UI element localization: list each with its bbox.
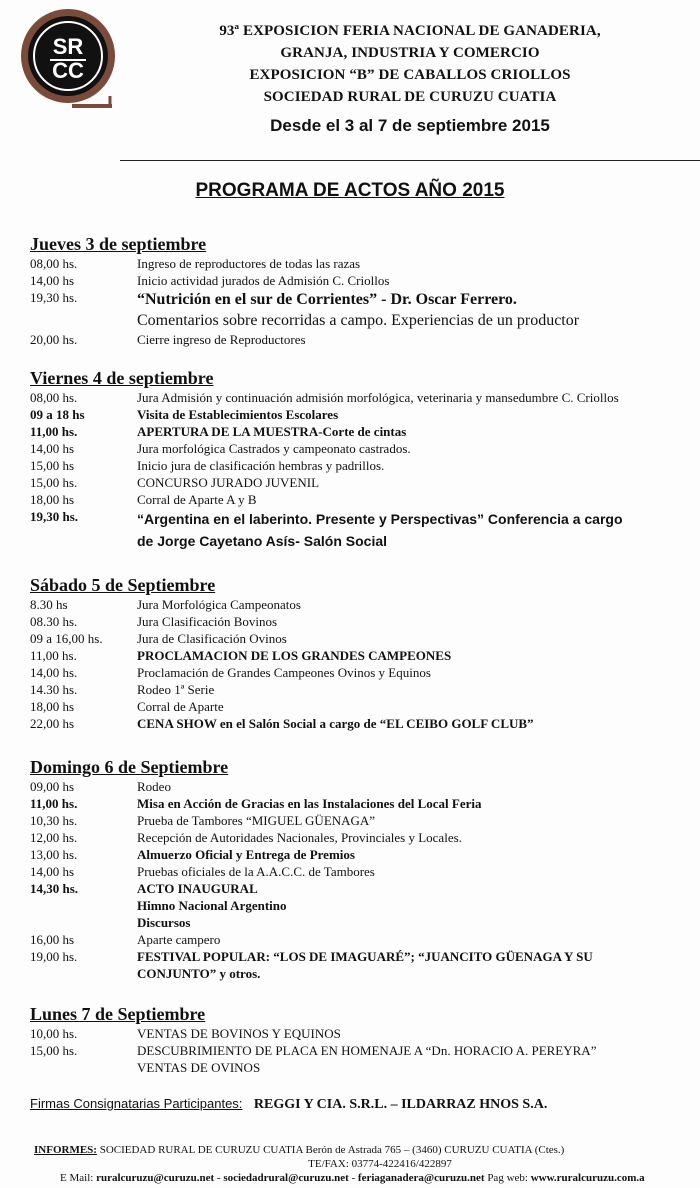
row-time: 15,00 hs xyxy=(30,458,75,473)
day-title: Jueves 3 de septiembre xyxy=(30,234,207,254)
row-text: DESCUBRIMIENTO DE PLACA EN HOMENAJE A “Dn. HORACIO A. PEREYRA” xyxy=(137,1043,597,1058)
row-time: 11,00 hs. xyxy=(30,424,78,439)
row-time: 18,00 hs xyxy=(30,492,75,507)
row-text: Rodeo 1ª Serie xyxy=(137,682,215,697)
footer xyxy=(0,1143,700,1185)
schedule-row xyxy=(30,272,700,289)
row-text: Corral de Aparte xyxy=(137,699,224,714)
schedule-row xyxy=(30,331,700,348)
row-time: 20,00 hs. xyxy=(30,332,78,347)
schedule-row xyxy=(30,491,700,508)
row-text: Discursos xyxy=(137,915,191,930)
day-section-sabado xyxy=(30,574,700,732)
row-time xyxy=(30,530,137,552)
schedule-row xyxy=(30,1059,700,1076)
row-time xyxy=(30,914,137,931)
schedule-row xyxy=(30,310,700,331)
email-link[interactable]: ruralcuruzu@curuzu.net xyxy=(96,1172,215,1184)
row-time: 19,30 hs. xyxy=(30,290,78,305)
footer-label: INFORMES: xyxy=(34,1144,97,1156)
header-line: SOCIEDAD RURAL DE CURUZU CUATIA xyxy=(263,89,557,105)
row-text: CENA SHOW en el Salón Social a cargo de “EL CEIBO GOLF CLUB” xyxy=(137,716,534,731)
day-title: Domingo 6 de Septiembre xyxy=(30,757,229,777)
schedule-row xyxy=(30,965,700,982)
row-text: Proclamación de Grandes Campeones Ovinos y Equinos xyxy=(137,665,431,680)
row-time: 08,00 hs. xyxy=(30,256,78,271)
day-title: Lunes 7 de Septiembre xyxy=(30,1004,206,1024)
schedule-row xyxy=(30,508,700,530)
row-text: Jura de Clasificación Ovinos xyxy=(137,631,287,646)
schedule-row xyxy=(30,596,700,613)
row-text: Inicio jura de clasificación hembras y padrillos. xyxy=(137,458,385,473)
row-time: 22,00 hs xyxy=(30,716,75,731)
schedule-row xyxy=(30,715,700,732)
schedule-row xyxy=(30,863,700,880)
consignees xyxy=(30,1096,547,1113)
day-section-lunes xyxy=(30,1003,700,1076)
schedule-row xyxy=(30,698,700,715)
row-time: 10,30 hs. xyxy=(30,813,78,828)
row-text: Himno Nacional Argentino xyxy=(137,898,287,913)
row-text: Recepción de Autoridades Nacionales, Provinciales y Locales. xyxy=(137,830,462,845)
row-text: Jura Admisión y continuación admisión morfológica, veterinaria y mansedumbre C. Criollos xyxy=(137,390,619,405)
row-text: “Argentina en el laberinto. Presente y Perspectivas” Conferencia a cargo xyxy=(137,511,623,527)
day-section-jueves xyxy=(30,233,700,348)
row-text: Pruebas oficiales de la A.A.C.C. de Tambores xyxy=(137,864,375,879)
row-time xyxy=(30,965,137,982)
row-text: Ingreso de reproductores de todas las razas xyxy=(137,256,361,271)
header-divider xyxy=(120,160,700,161)
footer-tel: TE/FAX: 03774-422416/422897 xyxy=(308,1158,452,1170)
program-title: PROGRAMA DE ACTOS AÑO 2015 xyxy=(195,180,505,201)
row-text: VENTAS DE OVINOS xyxy=(137,1060,261,1075)
row-text: ACTO INAUGURAL xyxy=(137,881,258,896)
row-text: PROCLAMACION DE LOS GRANDES CAMPEONES xyxy=(137,648,452,663)
footer-address-line xyxy=(0,1143,700,1157)
row-text: de Jorge Cayetano Asís- Salón Social xyxy=(137,533,388,549)
row-time: 14,00 hs xyxy=(30,864,75,879)
schedule-row xyxy=(30,897,700,914)
row-time: 14,30 hs. xyxy=(30,881,79,896)
row-text: Visita de Establecimientos Escolares xyxy=(137,407,339,422)
row-time: 12,00 hs. xyxy=(30,830,78,845)
email-link[interactable]: sociedadrural@curuzu.net xyxy=(223,1172,349,1184)
day-title: Viernes 4 de septiembre xyxy=(30,368,214,388)
schedule-row xyxy=(30,423,700,440)
row-text: Comentarios sobre recorridas a campo. Experiencias de un productor xyxy=(137,312,580,329)
row-text: FESTIVAL POPULAR: “LOS DE IMAGUARÉ”; “JUANCITO GÜENAGA Y SU xyxy=(137,949,593,964)
schedule-row xyxy=(30,1025,700,1042)
web-label: Pag web: xyxy=(487,1172,528,1184)
row-time: 08,00 hs. xyxy=(30,390,78,405)
schedule-row xyxy=(30,795,700,812)
row-text: CONCURSO JURADO JUVENIL xyxy=(137,475,320,490)
schedule-row xyxy=(30,440,700,457)
row-time: 19,00 hs. xyxy=(30,949,78,964)
schedule-row xyxy=(30,647,700,664)
schedule-row xyxy=(30,681,700,698)
row-text: Almuerzo Oficial y Entrega de Premios xyxy=(137,847,355,862)
schedule-row xyxy=(30,457,700,474)
row-time xyxy=(30,897,137,914)
row-text: CONJUNTO” y otros. xyxy=(137,966,261,981)
email-label: E Mail: xyxy=(60,1172,94,1184)
row-time: 8.30 hs xyxy=(30,597,68,612)
row-time: 15,00 hs. xyxy=(30,1043,78,1058)
day-section-viernes xyxy=(30,367,700,552)
row-time: 10,00 hs. xyxy=(30,1026,78,1041)
row-time: 09 a 18 hs xyxy=(30,407,85,422)
row-time xyxy=(30,1059,137,1076)
schedule-row xyxy=(30,880,700,897)
schedule-row xyxy=(30,914,700,931)
schedule-row xyxy=(30,846,700,863)
row-time: 14,00 hs xyxy=(30,441,75,456)
schedule-row xyxy=(30,530,700,552)
schedule-row xyxy=(30,664,700,681)
row-text: Jura Morfológica Campeonatos xyxy=(137,597,301,612)
schedule-row xyxy=(30,931,700,948)
row-text: Misa en Acción de Gracias en las Instalaciones del Local Feria xyxy=(137,796,482,811)
schedule-row xyxy=(30,829,700,846)
footer-contacts: E Mail: ruralcuruzu@curuzu.net - sociedadrural@curuzu.net - feriaganadera@curuzu.net Pag web: www.ruralcuruzu.com.a xyxy=(60,1172,645,1184)
schedule-row xyxy=(30,812,700,829)
row-time: 11,00 hs. xyxy=(30,648,77,663)
row-text: Inicio actividad jurados de Admisión C. Criollos xyxy=(137,273,390,288)
row-time: 14.30 hs. xyxy=(30,682,78,697)
row-time xyxy=(30,310,137,331)
logo-letters-bottom: CC xyxy=(52,58,84,83)
schedule-row xyxy=(30,613,700,630)
row-time: 18,00 hs xyxy=(30,699,75,714)
row-time: 08.30 hs. xyxy=(30,614,78,629)
consignees-label: Firmas Consignatarias Participantes: xyxy=(30,1096,243,1111)
row-time: 09 a 16,00 hs. xyxy=(30,631,103,646)
day-title: Sábado 5 de Septiembre xyxy=(30,575,216,595)
schedule-row xyxy=(30,778,700,795)
header xyxy=(150,20,670,108)
schedule-row xyxy=(30,389,700,406)
row-text: Rodeo xyxy=(137,779,171,794)
schedule-row xyxy=(30,289,700,310)
header-line: GRANJA, INDUSTRIA Y COMERCIO xyxy=(280,45,540,61)
schedule-row xyxy=(30,474,700,491)
email-link[interactable]: feriaganadera@curuzu.net xyxy=(357,1172,485,1184)
row-time: 13,00 hs. xyxy=(30,847,78,862)
day-section-domingo xyxy=(30,756,700,982)
header-line: EXPOSICION “B” DE CABALLOS CRIOLLOS xyxy=(249,67,571,83)
row-text: Corral de Aparte A y B xyxy=(137,492,257,507)
row-text: Aparte campero xyxy=(137,932,221,947)
consignees-value: REGGI Y CIA. S.R.L. – ILDARRAZ HNOS S.A. xyxy=(253,1097,548,1112)
schedule-row xyxy=(30,255,700,272)
row-time: 14,00 hs. xyxy=(30,665,78,680)
row-text: VENTAS DE BOVINOS Y EQUINOS xyxy=(137,1026,341,1041)
row-time: 16,00 hs xyxy=(30,932,75,947)
row-time: 14,00 hs xyxy=(30,273,75,288)
schedule-row xyxy=(30,948,700,965)
row-text: “Nutrición en el sur de Corrientes” - Dr. Oscar Ferrero. xyxy=(137,291,517,308)
row-text: Jura morfológica Castrados y campeonato castrados. xyxy=(137,441,411,456)
row-time: 15,00 hs. xyxy=(30,475,78,490)
row-time: 09,00 hs xyxy=(30,779,75,794)
sociedad-rural-logo xyxy=(12,6,124,118)
header-line: 93ª EXPOSICION FERIA NACIONAL DE GANADERIA, xyxy=(219,23,601,39)
row-text: Jura Clasificación Bovinos xyxy=(137,614,278,629)
event-dates: Desde el 3 al 7 de septiembre 2015 xyxy=(270,116,550,135)
schedule-row xyxy=(30,1042,700,1059)
row-time: 11,00 hs. xyxy=(30,796,78,811)
row-text: Cierre ingreso de Reproductores xyxy=(137,332,306,347)
row-text: Prueba de Tambores “MIGUEL GÜENAGA” xyxy=(137,813,376,828)
footer-address: SOCIEDAD RURAL DE CURUZU CUATIA Berón de Astrada 765 – (3460) CURUZU CUATIA (Ctes.) xyxy=(99,1144,565,1156)
row-text: APERTURA DE LA MUESTRA-Corte de cintas xyxy=(137,424,407,439)
schedule-row xyxy=(30,406,700,423)
row-time: 19,30 hs. xyxy=(30,509,79,524)
web-link[interactable]: www.ruralcuruzu.com.a xyxy=(530,1172,645,1184)
logo-letters-top: SR xyxy=(52,34,84,59)
schedule-row xyxy=(30,630,700,647)
